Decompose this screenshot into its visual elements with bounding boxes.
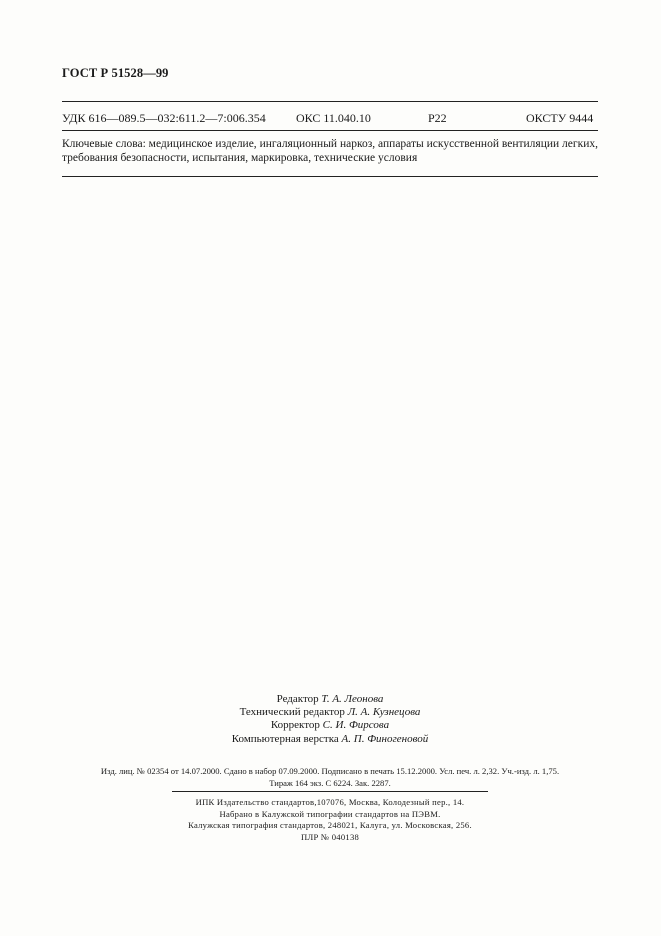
credit-layout [200,733,460,746]
credit-role: Корректор [270,719,320,732]
keywords-divider [62,176,598,177]
credits-block [200,693,460,746]
okstu-code: ОКСТУ 9444 [526,111,594,125]
publisher-line: ИПК Издательство стандартов,107076, Москва, Колодезный пер., 14. [195,797,465,807]
udk-code: УДК 616—089.5—032:611.2—7:006.354 [62,111,266,125]
print-info-line: Изд. лиц. № 02354 от 14.07.2000. Сдано в набор 07.09.2000. Подписано в печать 15.12.2000. Усл. печ. л. 2,32. Уч.-изд. л. 1,75. [100,766,560,776]
credit-proofreader [200,719,460,732]
credit-person: С. И. Фирсова [322,719,390,732]
print-info-line: Тираж 164 экз. С 6224. Зак. 2287. [269,777,391,788]
credit-editor [200,693,460,706]
oks-code: ОКС 11.040.10 [296,111,371,125]
top-divider [62,101,598,102]
publisher-line: Калужская типография стандартов, 248021, Калуга, ул. Московская, 256. [188,820,472,830]
credit-person: А. П. Финогеновой [341,732,429,745]
publisher-line: Набрано в Калужской типографии стандартов на ПЭВМ. [219,808,441,819]
publisher-line: ПЛР № 040138 [300,831,360,842]
credit-person: Т. А. Леонова [321,693,384,705]
imprint-divider [172,791,488,792]
document-title: ГОСТ Р 51528—99 [62,66,169,80]
classification-divider [62,130,598,131]
group-code: Р22 [428,111,447,125]
publisher-block [62,797,598,843]
print-info-block [62,766,598,789]
credit-role: Редактор [276,693,319,705]
credit-technical-editor [200,706,460,719]
credit-role: Компьютерная верстка [231,732,339,745]
credit-role: Технический редактор [239,706,345,719]
keywords-paragraph: Ключевые слова: медицинское изделие, ингаляционный наркоз, аппараты искусственной вентиляции легких, требования безопасности, испытания, маркировка, технические условия [62,138,598,164]
credit-person: Л. А. Кузнецова [347,706,421,719]
